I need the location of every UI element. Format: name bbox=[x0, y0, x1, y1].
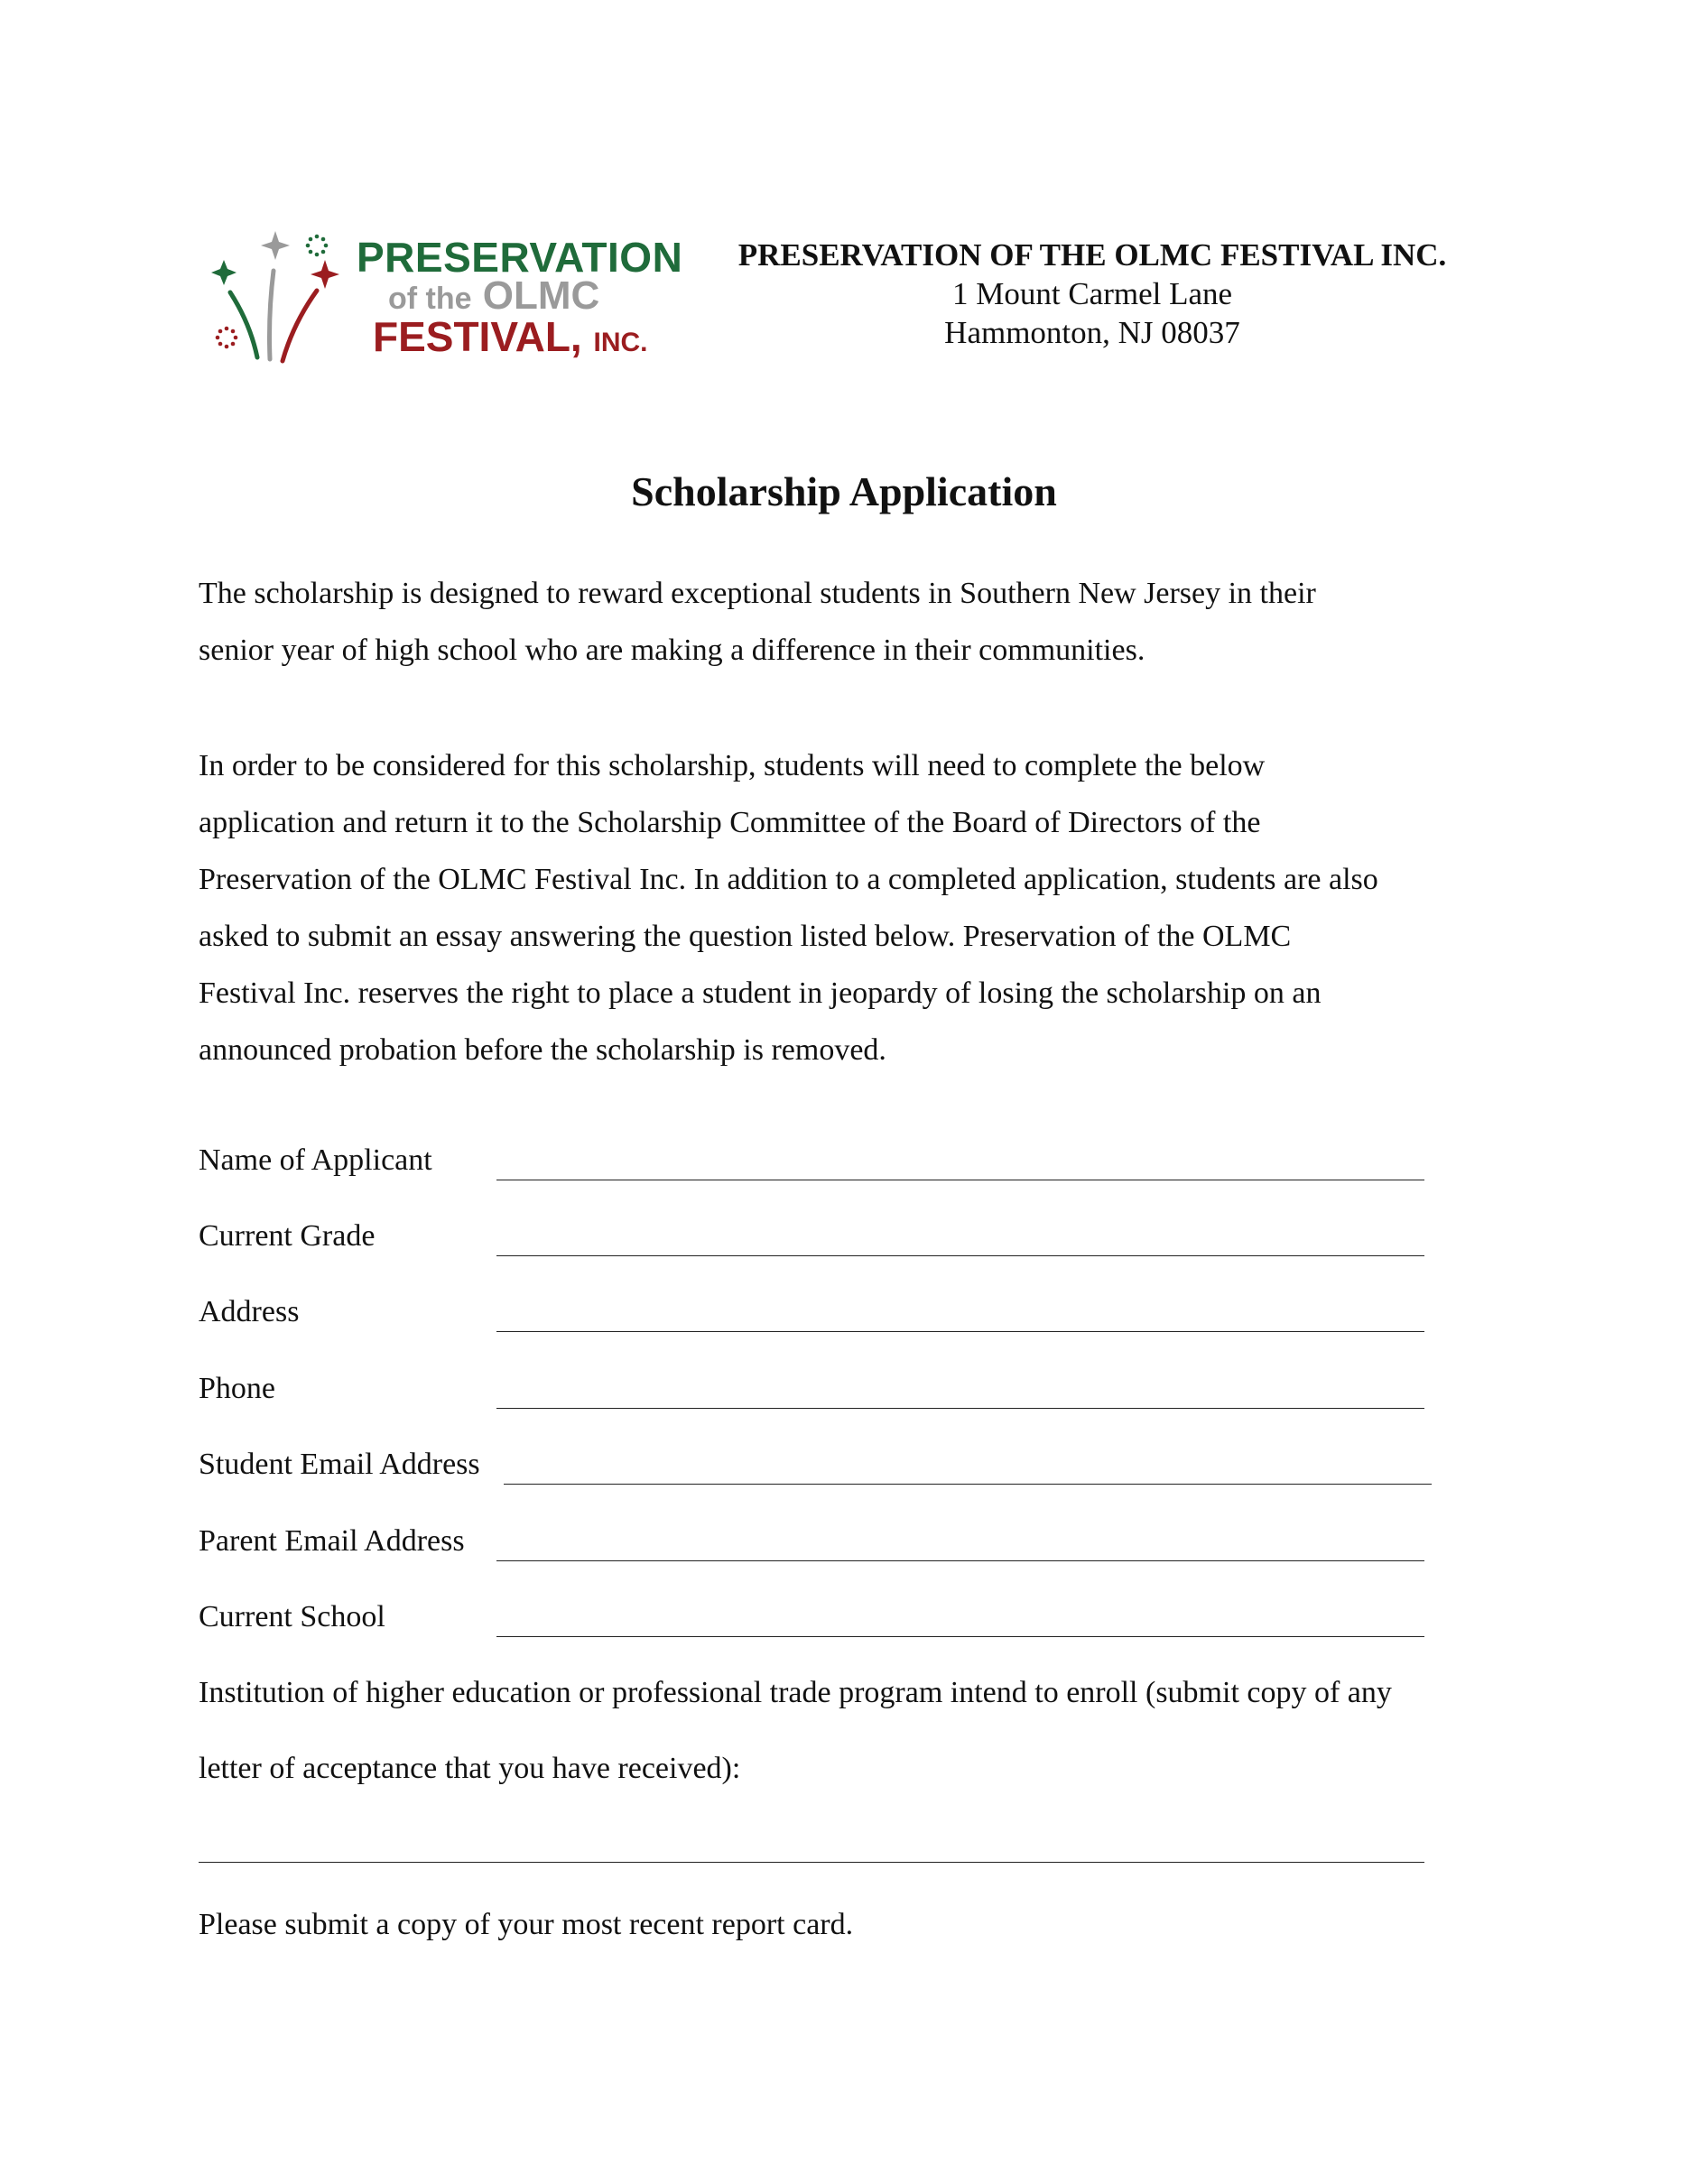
current-grade-label: Current Grade bbox=[199, 1219, 376, 1253]
instructions-line: application and return it to the Scholarship Committee of the Board of Directors of the bbox=[199, 806, 1261, 839]
logo-word-olmc-main: OLMC bbox=[482, 273, 600, 318]
logo-word-festival bbox=[373, 313, 648, 360]
intro-paragraph bbox=[199, 565, 1507, 679]
current-school-field[interactable] bbox=[496, 1636, 1424, 1637]
instructions-line: asked to submit an essay answering the question listed below. Preservation of the OLMC bbox=[199, 920, 1292, 953]
phone-field[interactable] bbox=[496, 1408, 1424, 1409]
address-line-1: 1 Mount Carmel Lane bbox=[951, 276, 1233, 311]
intro-line: The scholarship is designed to reward exceptional students in Southern New Jersey in their bbox=[199, 577, 1316, 610]
student-email-label: Student Email Address bbox=[199, 1448, 480, 1481]
instructions-line: Preservation of the OLMC Festival Inc. In addition to a completed application, students are also bbox=[199, 863, 1378, 896]
institution-label-line-2: letter of acceptance that you have received): bbox=[199, 1752, 741, 1785]
address-field[interactable] bbox=[496, 1331, 1424, 1332]
organization-header bbox=[686, 236, 1498, 352]
logo-word-olmc bbox=[388, 273, 600, 318]
parent-email-field[interactable] bbox=[496, 1560, 1424, 1561]
student-email-field[interactable] bbox=[504, 1484, 1432, 1485]
logo-word-festival-main: FESTIVAL, bbox=[373, 313, 582, 360]
current-school-label: Current School bbox=[199, 1600, 385, 1633]
fireworks-logo-icon bbox=[203, 224, 357, 368]
address-line-2: Hammonton, NJ 08037 bbox=[944, 315, 1240, 350]
organization-name: PRESERVATION OF THE OLMC FESTIVAL INC. bbox=[737, 237, 1447, 273]
address-label: Address bbox=[199, 1295, 300, 1328]
instructions-paragraph bbox=[199, 737, 1507, 1078]
page-title: Scholarship Application bbox=[631, 468, 1057, 514]
instructions-line: In order to be considered for this scholarship, students will need to complete the below bbox=[199, 749, 1266, 782]
festival-logo bbox=[203, 224, 682, 368]
institution-field[interactable] bbox=[199, 1862, 1424, 1863]
instructions-line: Festival Inc. reserves the right to place a student in jeopardy of losing the scholarship on an bbox=[199, 976, 1322, 1010]
phone-label: Phone bbox=[199, 1372, 275, 1405]
instructions-line: announced probation before the scholarship is removed. bbox=[199, 1033, 886, 1067]
intro-line: senior year of high school who are making a difference in their communities. bbox=[199, 634, 1145, 667]
report-card-note: Please submit a copy of your most recent report card. bbox=[199, 1908, 854, 1941]
current-grade-field[interactable] bbox=[496, 1255, 1424, 1256]
logo-word-preservation: PRESERVATION bbox=[357, 234, 683, 281]
parent-email-label: Parent Email Address bbox=[199, 1524, 465, 1558]
name-of-applicant-label: Name of Applicant bbox=[199, 1143, 432, 1177]
institution-label-line-1: Institution of higher education or professional trade program intend to enroll (submit copy of any bbox=[199, 1676, 1392, 1709]
logo-word-of-the: of the bbox=[388, 282, 472, 316]
logo-word-inc: INC. bbox=[593, 328, 648, 357]
